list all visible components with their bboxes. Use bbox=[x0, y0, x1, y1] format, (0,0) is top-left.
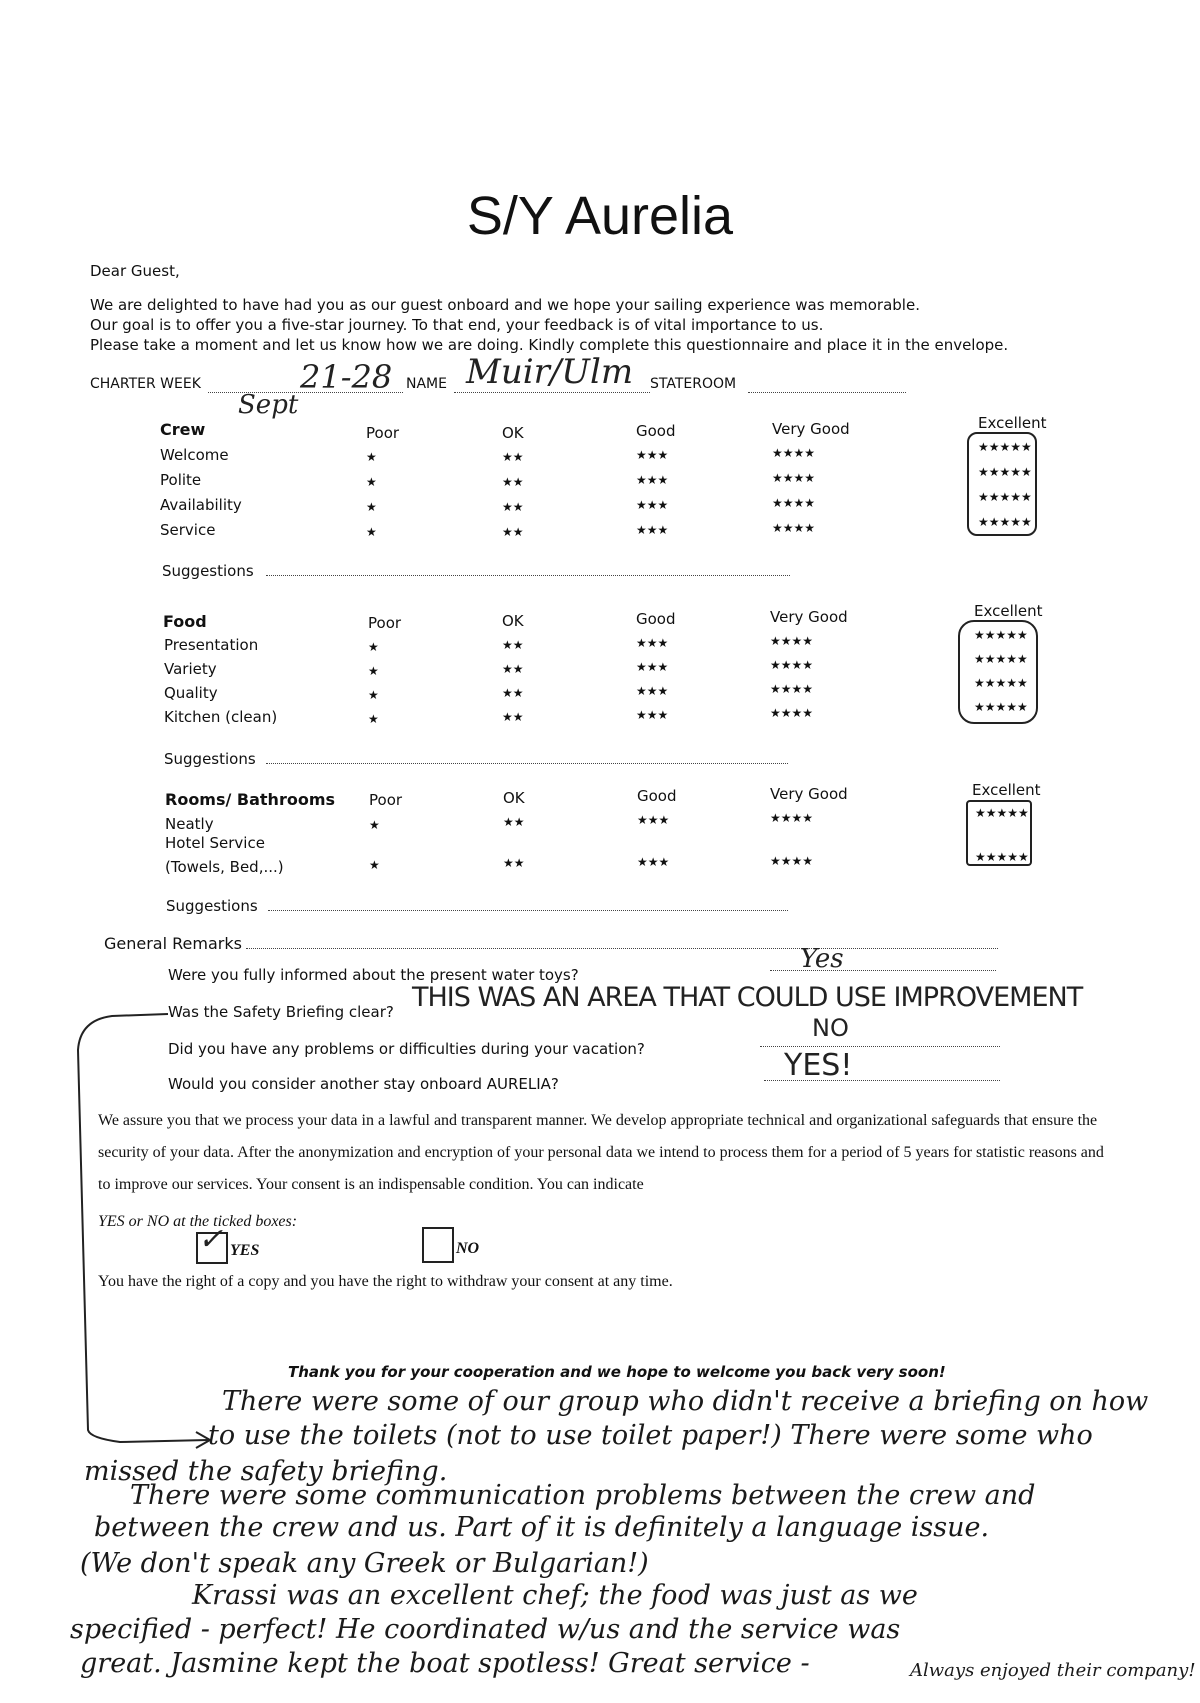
col-good: Good bbox=[637, 787, 677, 805]
rating-star-2[interactable]: ★★ bbox=[503, 815, 525, 829]
consent-no-label: NO bbox=[456, 1240, 480, 1257]
col-excellent: Excellent bbox=[972, 781, 1041, 799]
answer-line-problems[interactable] bbox=[760, 1046, 1000, 1047]
rating-star-1[interactable]: ★ bbox=[368, 664, 379, 678]
answer-another-stay: YES! bbox=[784, 1048, 853, 1083]
comment-line-5: between the crew and us. Part of it is definitely a language issue. bbox=[94, 1512, 990, 1543]
crew-item-availability: Availability bbox=[160, 496, 242, 514]
rating-star-4[interactable]: ★★★★ bbox=[770, 854, 814, 868]
intro-line-2: Our goal is to offer you a five-star journey. To that end, your feedback is of vital importance to us. bbox=[90, 316, 824, 334]
rating-star-3[interactable]: ★★★ bbox=[637, 855, 670, 869]
greeting: Dear Guest, bbox=[90, 262, 180, 280]
charter-week-label: CHARTER WEEK bbox=[90, 376, 201, 392]
rating-star-1[interactable]: ★ bbox=[366, 525, 377, 539]
rating-star-3[interactable]: ★★★ bbox=[636, 708, 669, 722]
section-heading-food: Food bbox=[163, 612, 207, 631]
rating-star-2[interactable]: ★★ bbox=[502, 525, 524, 539]
answer-safety-briefing: THIS WAS AN AREA THAT COULD USE IMPROVEMENT bbox=[412, 982, 1083, 1013]
intro-line-3: Please take a moment and let us know how we are doing. Kindly complete this questionnaire and place it in the envelope. bbox=[90, 336, 1009, 354]
rooms-suggestions-label: Suggestions bbox=[166, 897, 258, 915]
col-good: Good bbox=[636, 610, 676, 628]
handwritten-arrow-icon bbox=[60, 990, 220, 1460]
name-label: NAME bbox=[406, 376, 447, 392]
consent-no-checkbox[interactable] bbox=[422, 1227, 454, 1263]
excellent-circle-mark bbox=[958, 620, 1038, 724]
excellent-circle-mark bbox=[966, 800, 1032, 866]
rating-star-1[interactable]: ★ bbox=[366, 450, 377, 464]
rating-star-1[interactable]: ★ bbox=[369, 818, 380, 832]
col-poor: Poor bbox=[366, 424, 400, 442]
rating-star-1[interactable]: ★ bbox=[368, 712, 379, 726]
comment-line-9: great. Jasmine kept the boat spotless! Great service - bbox=[80, 1648, 810, 1679]
rooms-item-towels-bed: (Towels, Bed,...) bbox=[165, 858, 284, 876]
rating-star-4[interactable]: ★★★★ bbox=[770, 634, 814, 648]
question-safety-briefing: Was the Safety Briefing clear? bbox=[168, 1003, 394, 1021]
col-ok: OK bbox=[502, 612, 524, 630]
rating-star-4[interactable]: ★★★★ bbox=[772, 496, 816, 510]
section-heading-crew: Crew bbox=[160, 420, 206, 439]
rating-star-2[interactable]: ★★ bbox=[502, 475, 524, 489]
checkmark-icon: ✓ bbox=[198, 1222, 224, 1257]
rating-star-2[interactable]: ★★ bbox=[503, 856, 525, 870]
rating-star-2[interactable]: ★★ bbox=[502, 638, 524, 652]
food-item-kitchen: Kitchen (clean) bbox=[164, 708, 278, 726]
section-heading-rooms: Rooms/ Bathrooms bbox=[165, 790, 336, 809]
rating-star-1[interactable]: ★ bbox=[366, 475, 377, 489]
rating-star-2[interactable]: ★★ bbox=[502, 662, 524, 676]
comment-line-4: There were some communication problems between the crew and bbox=[130, 1480, 1036, 1511]
rating-star-4[interactable]: ★★★★ bbox=[772, 521, 816, 535]
rating-star-1[interactable]: ★ bbox=[366, 500, 377, 514]
rating-star-1[interactable]: ★ bbox=[369, 858, 380, 872]
charter-week-month: Sept bbox=[238, 390, 299, 420]
stateroom-label: STATEROOM bbox=[650, 376, 737, 392]
col-poor: Poor bbox=[368, 614, 402, 632]
comment-line-1: There were some of our group who didn't receive a briefing on how bbox=[222, 1386, 1149, 1417]
rating-star-1[interactable]: ★ bbox=[368, 688, 379, 702]
stateroom-line[interactable] bbox=[748, 392, 906, 393]
general-remarks-line[interactable] bbox=[246, 948, 998, 949]
col-ok: OK bbox=[503, 789, 525, 807]
question-problems: Did you have any problems or difficulties during your vacation? bbox=[168, 1040, 645, 1058]
rating-star-4[interactable]: ★★★★ bbox=[772, 446, 816, 460]
rating-star-3[interactable]: ★★★ bbox=[636, 660, 669, 674]
rating-star-4[interactable]: ★★★★ bbox=[772, 471, 816, 485]
rating-star-4[interactable]: ★★★★ bbox=[770, 811, 814, 825]
crew-item-welcome: Welcome bbox=[160, 446, 229, 464]
col-very-good: Very Good bbox=[770, 608, 848, 626]
excellent-circle-mark bbox=[967, 432, 1037, 536]
answer-problems: NO bbox=[812, 1014, 849, 1042]
intro-line-1: We are delighted to have had you as our guest onboard and we hope your sailing experience was memorable. bbox=[90, 296, 920, 314]
rating-star-5[interactable]: ★★★★★ bbox=[974, 700, 1028, 714]
rating-star-4[interactable]: ★★★★ bbox=[770, 706, 814, 720]
food-suggestions-line[interactable] bbox=[266, 763, 788, 764]
rating-star-5[interactable]: ★★★★★ bbox=[975, 806, 1029, 820]
consent-yes-label: YES bbox=[230, 1242, 260, 1259]
consent-rights: You have the right of a copy and you have the right to withdraw your consent at any time. bbox=[98, 1273, 673, 1290]
question-another-stay: Would you consider another stay onboard AURELIA? bbox=[168, 1075, 559, 1093]
rating-star-5[interactable]: ★★★★★ bbox=[975, 850, 1029, 864]
rating-star-2[interactable]: ★★ bbox=[502, 686, 524, 700]
general-remarks-label: General Remarks bbox=[104, 934, 242, 953]
closing-message: Thank you for your cooperation and we hope to welcome you back very soon! bbox=[288, 1363, 946, 1381]
col-ok: OK bbox=[502, 424, 524, 442]
consent-indicate-tail: YES or NO at the ticked boxes: bbox=[98, 1213, 298, 1230]
rating-star-2[interactable]: ★★ bbox=[502, 450, 524, 464]
comment-line-3: missed the safety briefing. bbox=[84, 1456, 448, 1487]
rooms-suggestions-line[interactable] bbox=[268, 910, 788, 911]
col-very-good: Very Good bbox=[772, 420, 850, 438]
rating-star-3[interactable]: ★★★ bbox=[636, 448, 669, 462]
rating-star-3[interactable]: ★★★ bbox=[636, 498, 669, 512]
food-item-variety: Variety bbox=[164, 660, 217, 678]
rating-star-3[interactable]: ★★★ bbox=[636, 523, 669, 537]
rating-star-3[interactable]: ★★★ bbox=[636, 473, 669, 487]
rating-star-3[interactable]: ★★★ bbox=[636, 636, 669, 650]
col-poor: Poor bbox=[369, 791, 403, 809]
rating-star-5[interactable]: ★★★★★ bbox=[974, 676, 1028, 690]
food-item-presentation: Presentation bbox=[164, 636, 259, 654]
name-line[interactable] bbox=[454, 392, 650, 393]
rating-star-3[interactable]: ★★★ bbox=[636, 684, 669, 698]
comment-line-6: (We don't speak any Greek or Bulgarian!) bbox=[80, 1548, 649, 1579]
crew-item-service: Service bbox=[160, 521, 216, 539]
col-excellent: Excellent bbox=[974, 602, 1043, 620]
consent-paragraph: We assure you that we process your data in a lawful and transparent manner. We develop appropriate technical and organizational safeguards that ensure the security of your data. After the anonymization and encryption of your personal data we intend to process them for a period of 5 years for statistic reasons and to improve our services. Your consent is an indispensable condition. You can indicate bbox=[98, 1112, 1104, 1193]
rating-star-3[interactable]: ★★★ bbox=[637, 813, 670, 827]
comment-line-10: Always enjoyed their company! bbox=[910, 1660, 1196, 1681]
crew-suggestions-line[interactable] bbox=[266, 575, 790, 576]
comment-line-7: Krassi was an excellent chef; the food was just as we bbox=[192, 1580, 918, 1611]
rating-star-4[interactable]: ★★★★ bbox=[770, 682, 814, 696]
rooms-item-neatly: Neatly bbox=[165, 815, 214, 833]
rating-star-5[interactable]: ★★★★★ bbox=[978, 490, 1032, 504]
col-excellent: Excellent bbox=[978, 414, 1047, 432]
rating-star-5[interactable]: ★★★★★ bbox=[978, 515, 1032, 529]
col-very-good: Very Good bbox=[770, 785, 848, 803]
name-value: Muir/Ulm bbox=[466, 352, 634, 392]
document-title: S/Y Aurelia bbox=[466, 186, 734, 246]
food-item-quality: Quality bbox=[164, 684, 218, 702]
rating-star-5[interactable]: ★★★★★ bbox=[978, 440, 1032, 454]
comment-line-8: specified - perfect! He coordinated w/us and the service was bbox=[70, 1614, 901, 1645]
crew-item-polite: Polite bbox=[160, 471, 202, 489]
answer-water-toys: Yes bbox=[800, 944, 844, 974]
crew-suggestions-label: Suggestions bbox=[162, 562, 254, 580]
rating-star-5[interactable]: ★★★★★ bbox=[974, 628, 1028, 642]
rating-star-2[interactable]: ★★ bbox=[502, 500, 524, 514]
rating-star-5[interactable]: ★★★★★ bbox=[974, 652, 1028, 666]
question-water-toys: Were you fully informed about the present water toys? bbox=[168, 966, 579, 984]
rating-star-4[interactable]: ★★★★ bbox=[770, 658, 814, 672]
food-suggestions-label: Suggestions bbox=[164, 750, 256, 768]
comment-line-2: to use the toilets (not to use toilet paper!) There were some who bbox=[208, 1420, 1093, 1451]
col-good: Good bbox=[636, 422, 676, 440]
rating-star-1[interactable]: ★ bbox=[368, 640, 379, 654]
rooms-item-hotel-service: Hotel Service bbox=[165, 834, 265, 852]
rating-star-5[interactable]: ★★★★★ bbox=[978, 465, 1032, 479]
rating-star-2[interactable]: ★★ bbox=[502, 710, 524, 724]
charter-week-value: 21-28 bbox=[300, 358, 393, 396]
